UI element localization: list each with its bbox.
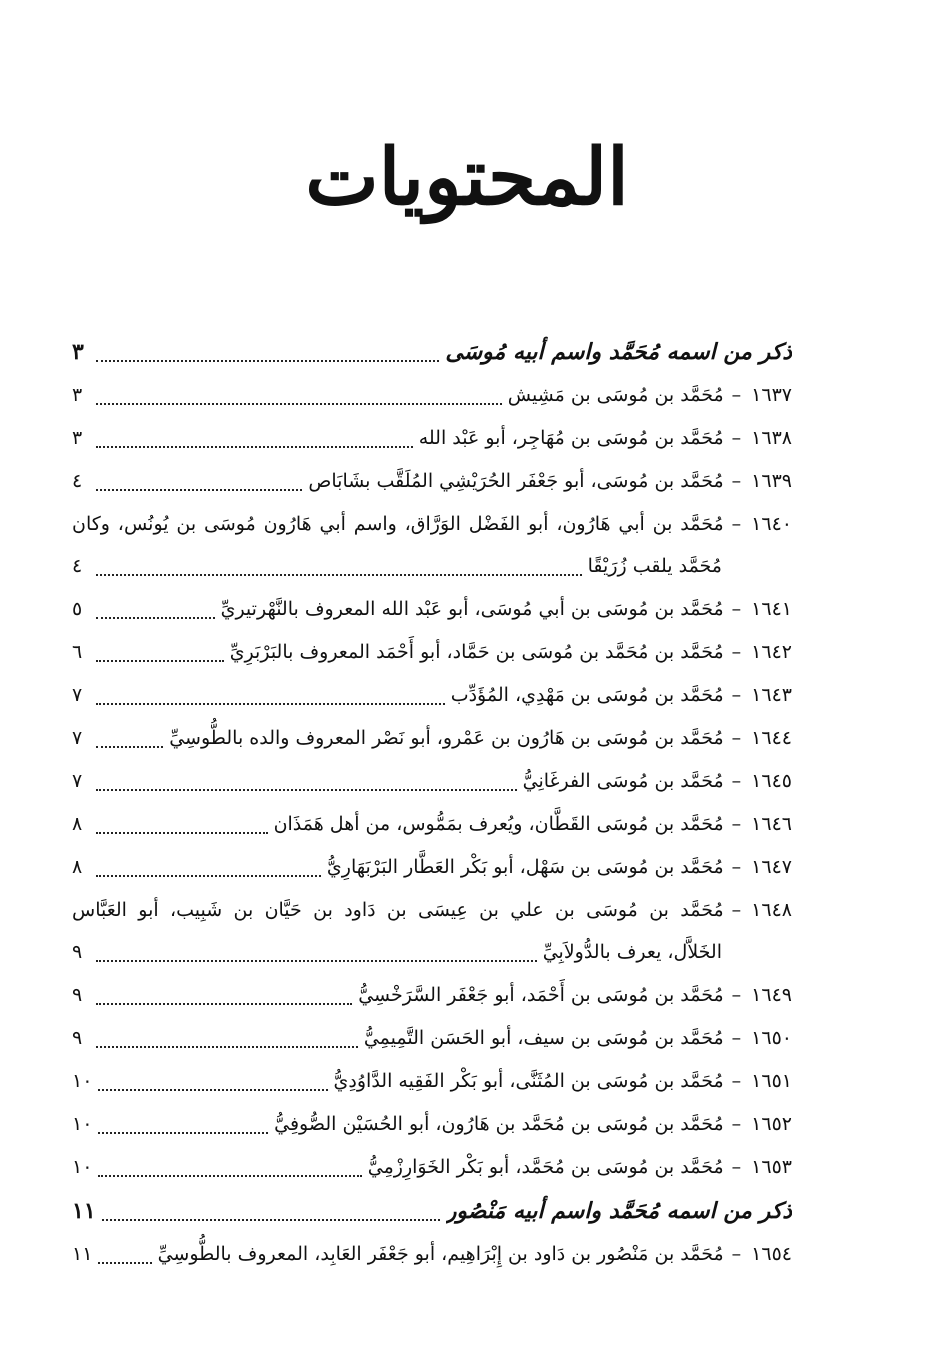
entry-number: ١٦٣٧ <box>751 384 792 406</box>
toc-entry <box>72 1017 792 1060</box>
entry-dash: – <box>731 641 742 663</box>
toc-entry-continuation <box>72 545 792 588</box>
dot-leader <box>96 1045 358 1048</box>
entry-number: ١٦٤٦ <box>751 813 792 835</box>
page-number: ٣ <box>72 384 83 406</box>
page-number: ٩ <box>72 984 83 1006</box>
toc-entry <box>72 374 792 417</box>
entry-title: مُحَمَّد بن مُحَمَّد بن مُوسَى بن حَمَّاد، أبو أَحْمَد المعروف بالبَرْبَرِيِّ <box>229 641 724 663</box>
toc-entry <box>72 717 792 760</box>
toc-entry <box>72 1146 792 1189</box>
page-number: ١١ <box>72 1243 93 1265</box>
entry-number: ١٦٥٣ <box>751 1156 792 1178</box>
page-number: ١١ <box>72 1198 96 1224</box>
entry-dash: – <box>731 598 742 620</box>
page-number: ٨ <box>72 813 83 835</box>
page-number: ٦ <box>72 641 83 663</box>
dot-leader <box>98 1131 268 1134</box>
entry-dash: – <box>731 813 742 835</box>
dot-leader <box>96 573 582 576</box>
entry-title: مُحَمَّد بن مُوسَى الفرغَانِيُّ <box>522 770 724 792</box>
entry-dash: – <box>731 384 742 406</box>
entry-title: مُحَمَّد بن مَنْصُور بن دَاود بن إِبْرَاهِيم، أبو جَعْفَر العَابِد، المعروف بالطُّوسِيِّ <box>157 1243 724 1265</box>
page-number: ٩ <box>72 1027 83 1049</box>
entry-title: مُحَمَّد بن مُوسَى بن مُهَاجِر، أبو عَبْد الله <box>418 427 724 449</box>
page-number: ٤ <box>72 470 83 492</box>
entry-title: مُحَمَّد بن مُوسَى بن المُثَنَّى، أبو بَكْر الفَقِيه الدَّاوُدِيُّ <box>333 1070 724 1092</box>
entry-title: مُحَمَّد بن مُوسَى بن سَهْل، أبو بَكْر العَطَّار البَرْبَهَارِيُّ <box>326 856 724 878</box>
entry-number: ١٦٤٣ <box>751 684 792 706</box>
toc-entry <box>72 417 792 460</box>
entry-number: ١٦٥٤ <box>751 1243 792 1265</box>
toc-entry <box>72 803 792 846</box>
entry-dash: – <box>731 984 742 1006</box>
entry-number: ١٦٤٠ <box>751 513 792 535</box>
entry-title-continued: الخَلاَّل، يعرف بالدُّولاَبِيِّ <box>542 941 722 963</box>
dot-leader <box>96 831 268 834</box>
entry-dash: – <box>731 470 742 492</box>
dot-leader <box>96 874 321 877</box>
page-number: ٨ <box>72 856 83 878</box>
entry-number: ١٦٤٨ <box>751 899 792 921</box>
table-of-contents <box>72 330 792 1276</box>
toc-section-heading <box>72 330 792 374</box>
entry-title: مُحَمَّد بن مُوسَى بن أبي مُوسَى، أبو عَبْد الله المعروف بالنَّهْرتيريِّ <box>220 598 724 620</box>
toc-entry <box>72 974 792 1017</box>
entry-number: ١٦٤٤ <box>751 727 792 749</box>
entry-dash: – <box>731 1156 742 1178</box>
entry-title: مُحَمَّد بن مُوسَى القَطَّان، ويُعرف بمَمُّوس، من أهل هَمَذَان <box>273 813 724 835</box>
entry-title-continued: مُحَمَّد يلقب زُرَيْقًا <box>587 555 722 577</box>
toc-entry <box>72 460 792 503</box>
dot-leader <box>96 359 439 362</box>
page-number: ٧ <box>72 770 83 792</box>
entry-number: ١٦٥١ <box>751 1070 792 1092</box>
entry-number: ١٦٣٨ <box>751 427 792 449</box>
dot-leader <box>96 402 502 405</box>
page-number: ٣ <box>72 427 83 449</box>
entry-dash: – <box>731 684 742 706</box>
dot-leader <box>96 745 163 748</box>
dot-leader <box>96 659 224 662</box>
entry-title: مُحَمَّد بن أبي هَارُون، أبو الفَضْل الوَرَّاق، واسم أبي هَارُون مُوسَى بن يُونُس، وكان <box>72 513 724 535</box>
entry-dash: – <box>731 899 742 921</box>
entry-dash: – <box>731 513 742 535</box>
toc-section-heading <box>72 1189 792 1233</box>
dot-leader <box>96 445 413 448</box>
entry-dash: – <box>731 1070 742 1092</box>
entry-number: ١٦٥٢ <box>751 1113 792 1135</box>
entry-title: مُحَمَّد بن مُوسَى، أبو جَعْفَر الحُرَيْشِي المُلَقَّب بشَابَاص <box>308 470 724 492</box>
dot-leader <box>98 1088 327 1091</box>
entry-number: ١٦٤٩ <box>751 984 792 1006</box>
entry-dash: – <box>731 770 742 792</box>
entry-number: ١٦٣٩ <box>751 470 792 492</box>
page-title: المحتويات <box>305 132 629 223</box>
toc-entry <box>72 1103 792 1146</box>
page-number: ٧ <box>72 684 83 706</box>
entry-dash: – <box>731 1113 742 1135</box>
toc-entry <box>72 674 792 717</box>
entry-dash: – <box>731 727 742 749</box>
entry-dash: – <box>731 1027 742 1049</box>
toc-entry <box>72 889 792 931</box>
dot-leader <box>96 702 445 705</box>
section-title: ذكر من اسمه مُحَمَّد واسم أبيه مُوسَى <box>445 339 792 365</box>
entry-title: مُحَمَّد بن مُوسَى بن سيف، أبو الحَسَن التَّمِيمِيُّ <box>363 1027 724 1049</box>
toc-entry <box>72 760 792 803</box>
entry-number: ١٦٤١ <box>751 598 792 620</box>
dot-leader <box>98 1261 151 1264</box>
entry-number: ١٦٤٢ <box>751 641 792 663</box>
page-number: ٣ <box>72 339 84 365</box>
dot-leader <box>96 788 517 791</box>
page-number: ١٠ <box>72 1113 93 1135</box>
toc-entry <box>72 846 792 889</box>
entry-dash: – <box>731 1243 742 1265</box>
page-number: ١٠ <box>72 1070 93 1092</box>
entry-dash: – <box>731 427 742 449</box>
toc-entry <box>72 631 792 674</box>
dot-leader <box>96 488 302 491</box>
entry-title: مُحَمَّد بن مُوسَى بن مَهْدِي، المُؤَدِّب <box>450 684 724 706</box>
toc-entry <box>72 503 792 545</box>
entry-title: مُحَمَّد بن مُوسَى بن مُحَمَّد، أبو بَكْر الخَوَارِزْمِيُّ <box>367 1156 724 1178</box>
toc-entry <box>72 588 792 631</box>
entry-number: ١٦٥٠ <box>751 1027 792 1049</box>
page-number: ١٠ <box>72 1156 93 1178</box>
dot-leader <box>102 1218 440 1221</box>
entry-title: مُحَمَّد بن مُوسَى بن علي بن عِيسَى بن دَاود بن حَيَّان بن شَبِيب، أبو العَبَّاس <box>72 899 724 921</box>
dot-leader <box>96 959 537 962</box>
dot-leader <box>96 616 215 619</box>
dot-leader <box>96 1002 352 1005</box>
entry-title: مُحَمَّد بن مُوسَى بن مُحَمَّد بن هَارُون، أبو الحُسَيْن الصُّوفِيُّ <box>274 1113 724 1135</box>
entry-title: مُحَمَّد بن مُوسَى بن أَحْمَد، أبو جَعْفَر السَّرَخْسِيُّ <box>358 984 724 1006</box>
entry-title: مُحَمَّد بن مُوسَى بن مَشِيش <box>507 384 724 406</box>
toc-entry-continuation <box>72 931 792 974</box>
page-number: ٩ <box>72 941 83 963</box>
page-number: ٧ <box>72 727 83 749</box>
section-title: ذكر من اسمه مُحَمَّد واسم أبيه مَنْصُور <box>445 1198 792 1224</box>
dot-leader <box>98 1174 361 1177</box>
page-number: ٤ <box>72 555 83 577</box>
page-number: ٥ <box>72 598 83 620</box>
entry-title: مُحَمَّد بن مُوسَى بن هَارُون بن عَمْرو، أبو نَصْر المعروف والده بالطُّوسِيِّ <box>169 727 724 749</box>
entry-number: ١٦٤٥ <box>751 770 792 792</box>
entry-number: ١٦٤٧ <box>751 856 792 878</box>
toc-entry <box>72 1233 792 1276</box>
toc-entry <box>72 1060 792 1103</box>
entry-dash: – <box>731 856 742 878</box>
